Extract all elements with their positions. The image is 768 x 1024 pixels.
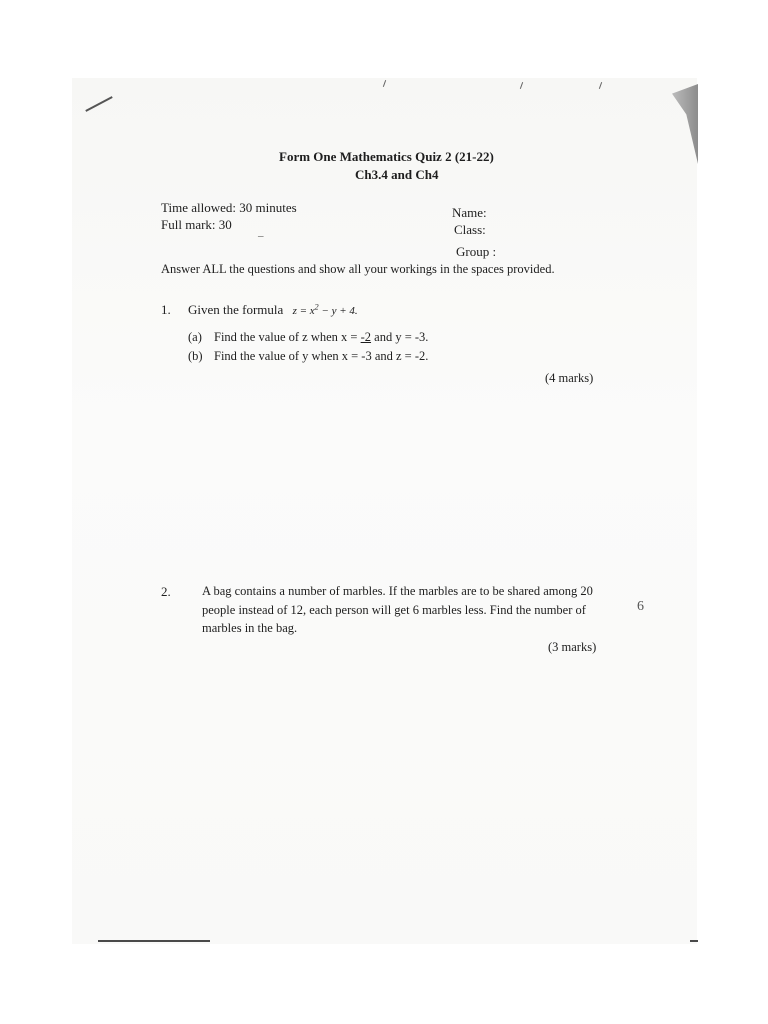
question-1a-label: (a) <box>188 330 202 344</box>
question-1-marks: (4 marks) <box>545 371 594 385</box>
question-1b-text: Find the value of y when x = -3 and z = -2. <box>214 349 429 363</box>
formula-lhs: z = x <box>292 305 315 317</box>
time-allowed: Time allowed: 30 minutes <box>161 200 297 215</box>
full-mark: Full mark: 30 <box>161 217 232 232</box>
question-1-formula <box>292 302 358 317</box>
question-2-line-3: marbles in the bag. <box>202 621 298 635</box>
quiz-title: Form One Mathematics Quiz 2 (21-22) <box>279 149 494 164</box>
name-label: Name: <box>452 205 487 220</box>
margin-mark: 6 <box>637 599 644 614</box>
group-label: Group : <box>456 244 497 259</box>
paper-bottom-edge <box>98 940 210 942</box>
question-2-line-2: people instead of 12, each person will get 6 marbles less. Find the number of <box>202 603 586 617</box>
question-2-number: 2. <box>161 584 171 599</box>
question-1a-text-after: and y = -3. <box>371 330 429 344</box>
question-1-stem-text: Given the formula <box>188 302 284 317</box>
formula-rhs: − y + 4. <box>318 305 358 317</box>
stray-dash: – <box>258 230 264 242</box>
question-1a-text <box>214 331 428 344</box>
question-1-stem <box>188 303 358 317</box>
question-1a-highlight: -2 <box>360 330 372 344</box>
formula-exponent: 2 <box>314 302 319 312</box>
question-1a-text-before: Find the value of z when x = <box>214 330 361 344</box>
paper-bottom-edge-right <box>690 940 698 942</box>
question-2-marks: (3 marks) <box>548 640 597 654</box>
question-1b-label: (b) <box>188 349 203 363</box>
question-2-line-1: A bag contains a number of marbles. If the marbles are to be shared among 20 <box>202 584 593 598</box>
instructions: Answer ALL the questions and show all your workings in the spaces provided. <box>161 262 555 276</box>
class-label: Class: <box>454 222 486 237</box>
question-1-number: 1. <box>161 302 171 317</box>
quiz-subtitle: Ch3.4 and Ch4 <box>355 167 439 182</box>
